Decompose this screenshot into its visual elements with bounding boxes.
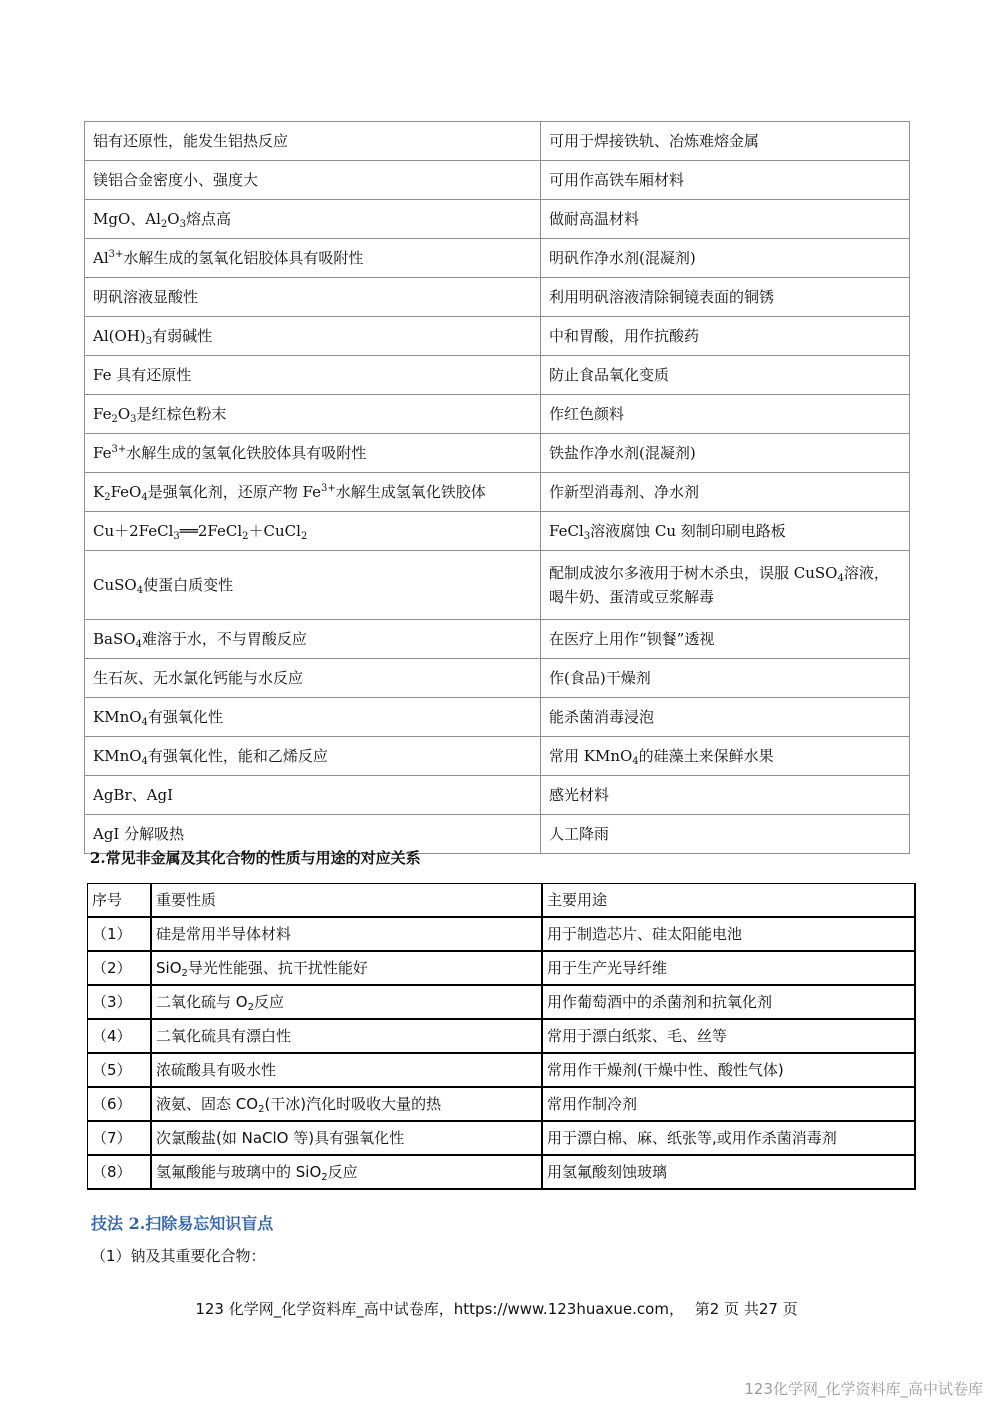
use-cell: 用氢氟酸刻蚀玻璃 [542, 1155, 915, 1189]
subscript: 2 [181, 968, 188, 979]
number-cell: （5） [88, 1053, 152, 1087]
subscript: 2 [321, 1172, 328, 1183]
use-cell: 在医疗上用作“钡餐”透视 [541, 620, 910, 659]
subscript: 3 [130, 414, 137, 425]
subscript: 2 [258, 1104, 265, 1115]
watermark: 123化学网_化学资料库_高中试卷库 [744, 1380, 983, 1398]
table-header-row [88, 884, 916, 918]
superscript: 3+ [320, 483, 336, 494]
use-cell: 做耐高温材料 [541, 200, 910, 239]
table-row [85, 551, 910, 620]
header-use: 主要用途 [542, 884, 915, 918]
table-row [88, 1087, 916, 1121]
use-cell: 利用明矾溶液清除铜镜表面的铜锈 [541, 278, 910, 317]
subscript: 3 [145, 336, 153, 347]
table-row [88, 985, 916, 1019]
use-cell: 能杀菌消毒浸泡 [541, 698, 910, 737]
use-cell: 作新型消毒剂、净水剂 [541, 473, 910, 512]
subscript: 2 [160, 219, 168, 230]
table-row [88, 1053, 916, 1087]
number-cell: （6） [88, 1087, 152, 1121]
property-cell: $Al(OH)_3$有弱碱性 [85, 317, 541, 356]
subscript: 4 [136, 585, 144, 596]
subscript: 4 [632, 756, 639, 767]
property-cell: 镁铝合金密度小、强度大 [85, 161, 541, 200]
property-cell: 氢氟酸能与玻璃中的 SiO$_2$反应 [151, 1155, 542, 1189]
property-cell: $Al^{3+}$水解生成的氢氧化铝胶体具有吸附性 [85, 239, 541, 278]
number-cell: （4） [88, 1019, 152, 1053]
paragraph-sodium: （1）钠及其重要化合物： [91, 1247, 266, 1265]
property-cell: AgI 分解吸热 [85, 815, 541, 854]
use-cell: 作(食品)干燥剂 [541, 659, 910, 698]
property-cell: $K_2FeO_4$是强氧化剂，还原产物 $Fe^{3+}$水解生成氢氧化铁胶体 [85, 473, 541, 512]
subscript: 3 [173, 531, 180, 542]
table-row [85, 776, 910, 815]
property-cell: 浓硫酸具有吸水性 [151, 1053, 542, 1087]
use-cell: 常用作干燥剂(干燥中性、酸性气体) [542, 1053, 915, 1087]
table-row [88, 917, 916, 951]
footer-page-number: 第2 页 共27 页 [694, 1300, 798, 1318]
subscript: 4 [141, 717, 148, 728]
table-row [85, 161, 910, 200]
number-cell: （7） [88, 1121, 152, 1155]
use-cell: 铁盐作净水剂(混凝剂) [541, 434, 910, 473]
use-cell: 用于漂白棉、麻、纸张等,或用作杀菌消毒剂 [542, 1121, 915, 1155]
uses-table-nonmetals [87, 883, 916, 1190]
property-cell: 二氧化硫与 $O_2$反应 [151, 985, 542, 1019]
table-row [85, 659, 910, 698]
property-cell: 生石灰、无水氯化钙能与水反应 [85, 659, 541, 698]
use-cell: 可用于焊接铁轨、冶炼难熔金属 [541, 122, 910, 161]
page-footer [0, 1298, 993, 1319]
property-cell: 铝有还原性，能发生铝热反应 [85, 122, 541, 161]
table-row [88, 951, 916, 985]
table-row [85, 317, 910, 356]
uses-table-metals-body [85, 122, 910, 854]
table-row [85, 434, 910, 473]
use-cell: 常用于漂白纸浆、毛、丝等 [542, 1019, 915, 1053]
footer-site: 123 化学网_化学资料库_高中试卷库，https://www.123huaxue.com， [195, 1300, 684, 1318]
use-cell: 用作葡萄酒中的杀菌剂和抗氧化剂 [542, 985, 915, 1019]
property-cell: 次氯酸盐(如 NaClO 等)具有强氧化性 [151, 1121, 542, 1155]
section-heading-tip: 技法 2.扫除易忘知识盲点 [91, 1214, 274, 1233]
use-cell: 用于生产光导纤维 [542, 951, 915, 985]
table-row [85, 122, 910, 161]
subscript: 4 [135, 639, 142, 650]
table-row [85, 737, 910, 776]
subscript: 4 [141, 756, 148, 767]
use-cell: 感光材料 [541, 776, 910, 815]
header-property: 重要性质 [151, 884, 542, 918]
subscript: 4 [837, 573, 844, 584]
table-row [85, 473, 910, 512]
number-cell: （1） [88, 917, 152, 951]
use-cell: 常用作制冷剂 [542, 1087, 915, 1121]
use-cell: 用于制造芯片、硅太阳能电池 [542, 917, 915, 951]
table-row [85, 620, 910, 659]
use-cell: 常用 KMnO$_4$的硅藻土来保鲜水果 [541, 737, 910, 776]
property-cell: 液氨、固态 $CO_2$(干冰)汽化时吸收大量的热 [151, 1087, 542, 1121]
number-cell: （3） [88, 985, 152, 1019]
number-cell: （8） [88, 1155, 152, 1189]
table-row [88, 1019, 916, 1053]
subscript: 3 [583, 531, 591, 542]
property-cell: 硅是常用半导体材料 [151, 917, 542, 951]
table-row [88, 1155, 916, 1189]
use-cell: 配制成波尔多液用于树木杀虫，误服 CuSO$_4$溶液，喝牛奶、蛋清或豆浆解毒 [541, 551, 910, 620]
property-cell: Cu＋2FeCl$_3$══2FeCl$_2$＋CuCl$_2$ [85, 512, 541, 551]
property-cell: Fe 具有还原性 [85, 356, 541, 395]
use-cell: 可用作高铁车厢材料 [541, 161, 910, 200]
superscript: 3+ [111, 444, 127, 455]
property-cell: $Fe_2O_3$是红棕色粉末 [85, 395, 541, 434]
subscript: 2 [242, 531, 249, 542]
use-cell: 人工降雨 [541, 815, 910, 854]
table-row [85, 356, 910, 395]
superscript: 3+ [108, 249, 124, 260]
table-row [85, 698, 910, 737]
use-cell: 防止食品氧化变质 [541, 356, 910, 395]
property-cell: KMnO$_4$有强氧化性 [85, 698, 541, 737]
property-cell: $Fe^{3+}$水解生成的氢氧化铁胶体具有吸附性 [85, 434, 541, 473]
property-cell: BaSO$_4$难溶于水，不与胃酸反应 [85, 620, 541, 659]
property-cell: SiO$_2$导光性能强、抗干扰性能好 [151, 951, 542, 985]
property-cell: AgBr、AgI [85, 776, 541, 815]
header-no: 序号 [88, 884, 152, 918]
table-row [85, 200, 910, 239]
table-row [85, 395, 910, 434]
subscript: 3 [179, 219, 186, 230]
table-row [88, 1121, 916, 1155]
use-cell: FeCl$_3$溶液腐蚀 Cu 刻制印刷电路板 [541, 512, 910, 551]
property-cell: MgO、$Al_2O_3$熔点高 [85, 200, 541, 239]
uses-table-nonmetals-body [88, 884, 916, 1190]
use-cell: 中和胃酸，用作抗酸药 [541, 317, 910, 356]
number-cell: （2） [88, 951, 152, 985]
subscript: 4 [141, 492, 148, 503]
subscript: 2 [111, 414, 118, 425]
subscript: 2 [300, 531, 308, 542]
property-cell: CuSO$_4$使蛋白质变性 [85, 551, 541, 620]
table-row [85, 512, 910, 551]
property-cell: 明矾溶液显酸性 [85, 278, 541, 317]
section-heading-nonmetals: 2.常见非金属及其化合物的性质与用途的对应关系 [90, 849, 421, 867]
table-row [85, 278, 910, 317]
subscript: 2 [104, 492, 111, 503]
subscript: 2 [247, 1002, 254, 1013]
use-cell: 作红色颜料 [541, 395, 910, 434]
table-row [85, 239, 910, 278]
uses-table-metals [84, 121, 910, 854]
use-cell: 明矾作净水剂(混凝剂) [541, 239, 910, 278]
property-cell: KMnO$_4$有强氧化性，能和乙烯反应 [85, 737, 541, 776]
property-cell: 二氧化硫具有漂白性 [151, 1019, 542, 1053]
